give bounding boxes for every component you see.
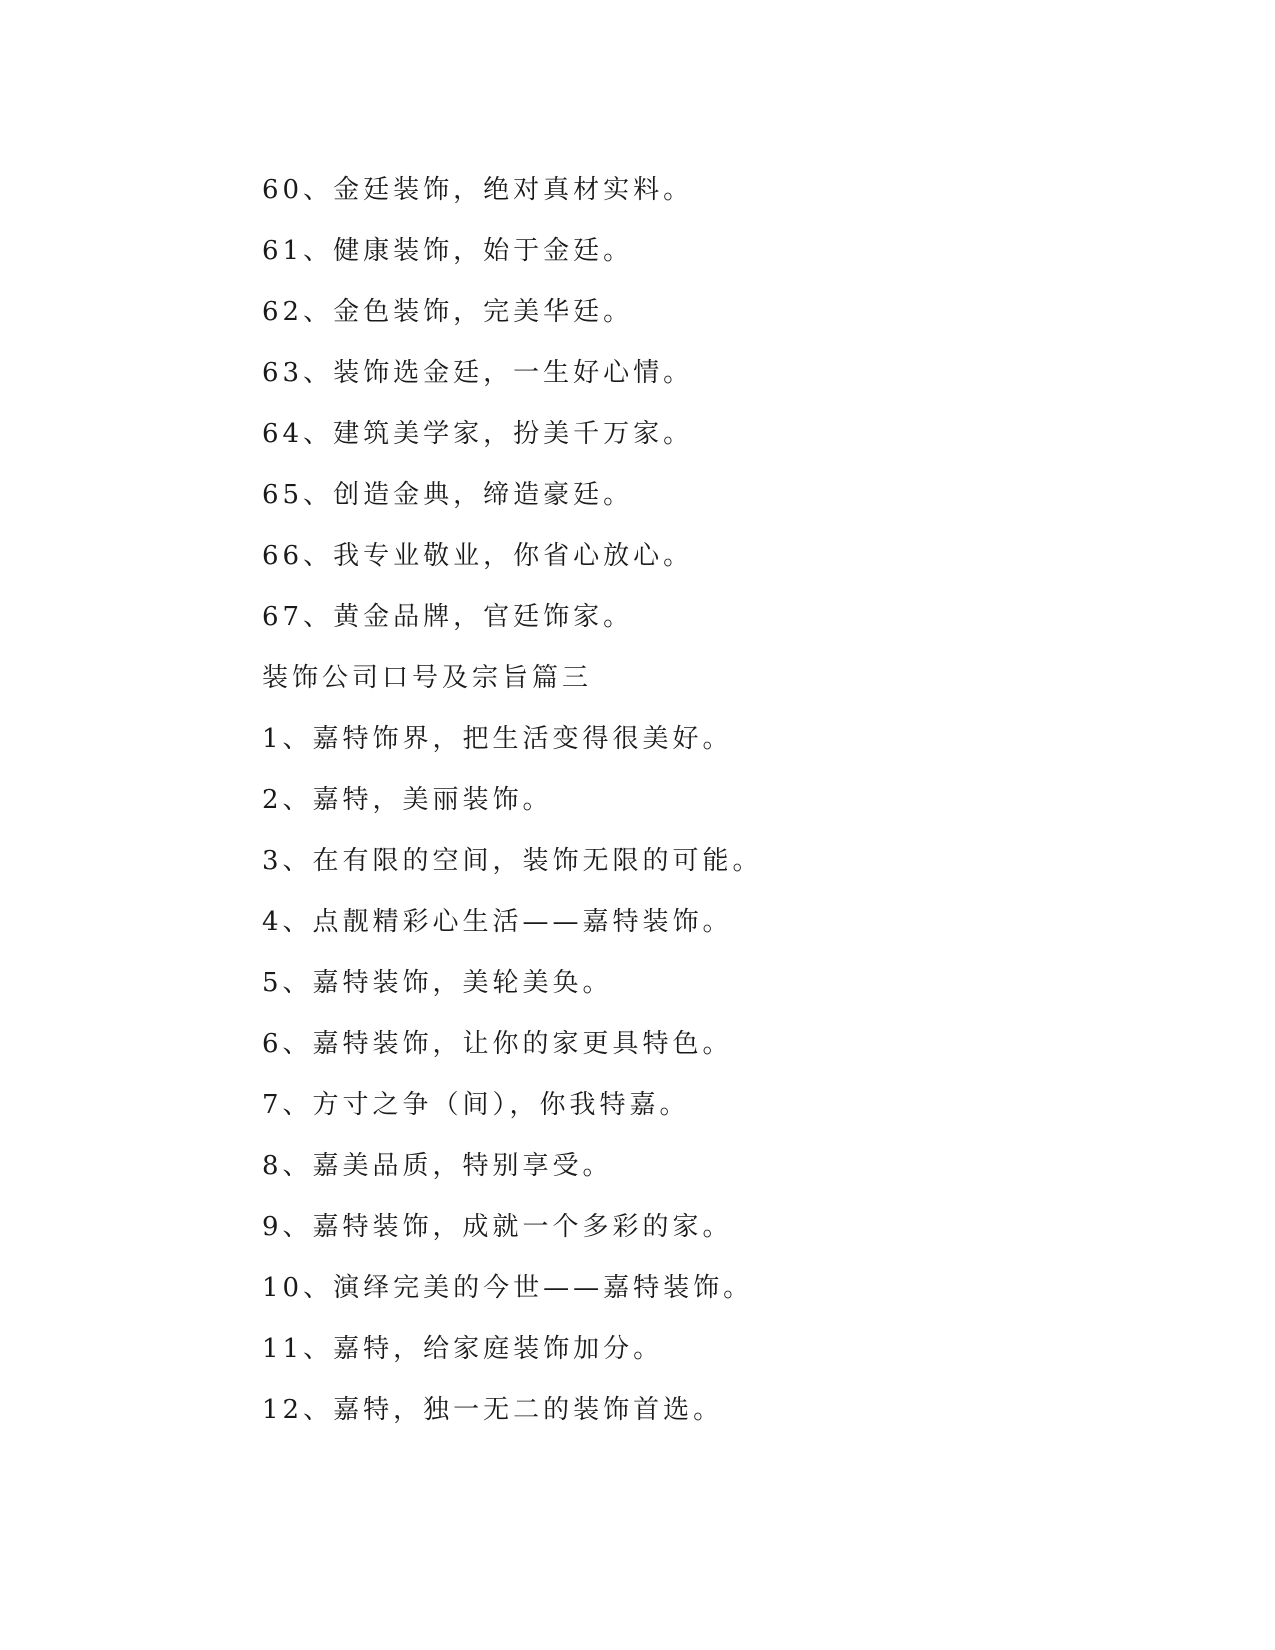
slogan-11: 11、嘉特，给家庭装饰加分。	[262, 1334, 664, 1364]
slogan-6: 6、嘉特装饰，让你的家更具特色。	[262, 1029, 733, 1059]
slogan-3: 3、在有限的空间，装饰无限的可能。	[262, 846, 763, 876]
slogan-10: 10、演绎完美的今世——嘉特装饰。	[262, 1273, 754, 1303]
slogan-2: 2、嘉特，美丽装饰。	[262, 785, 553, 815]
slogan-5: 5、嘉特装饰，美轮美奂。	[262, 968, 613, 998]
slogan-60: 60、金廷装饰，绝对真材实料。	[262, 175, 694, 205]
slogan-65: 65、创造金典，缔造豪廷。	[262, 480, 634, 510]
slogan-12: 12、嘉特，独一无二的装饰首选。	[262, 1395, 724, 1425]
slogan-63: 63、装饰选金廷，一生好心情。	[262, 358, 694, 388]
slogan-61: 61、健康装饰，始于金廷。	[262, 236, 634, 266]
slogan-7: 7、方寸之争（间），你我特嘉。	[262, 1090, 690, 1120]
slogan-8: 8、嘉美品质，特别享受。	[262, 1151, 613, 1181]
slogan-64: 64、建筑美学家，扮美千万家。	[262, 419, 694, 449]
slogan-9: 9、嘉特装饰，成就一个多彩的家。	[262, 1212, 733, 1242]
slogan-4: 4、点靓精彩心生活——嘉特装饰。	[262, 907, 733, 937]
slogan-62: 62、金色装饰，完美华廷。	[262, 297, 634, 327]
slogan-67: 67、黄金品牌，官廷饰家。	[262, 602, 634, 632]
slogan-66: 66、我专业敬业，你省心放心。	[262, 541, 694, 571]
slogan-1: 1、嘉特饰界，把生活变得很美好。	[262, 724, 733, 754]
section-heading: 装饰公司口号及宗旨篇三	[262, 663, 593, 693]
